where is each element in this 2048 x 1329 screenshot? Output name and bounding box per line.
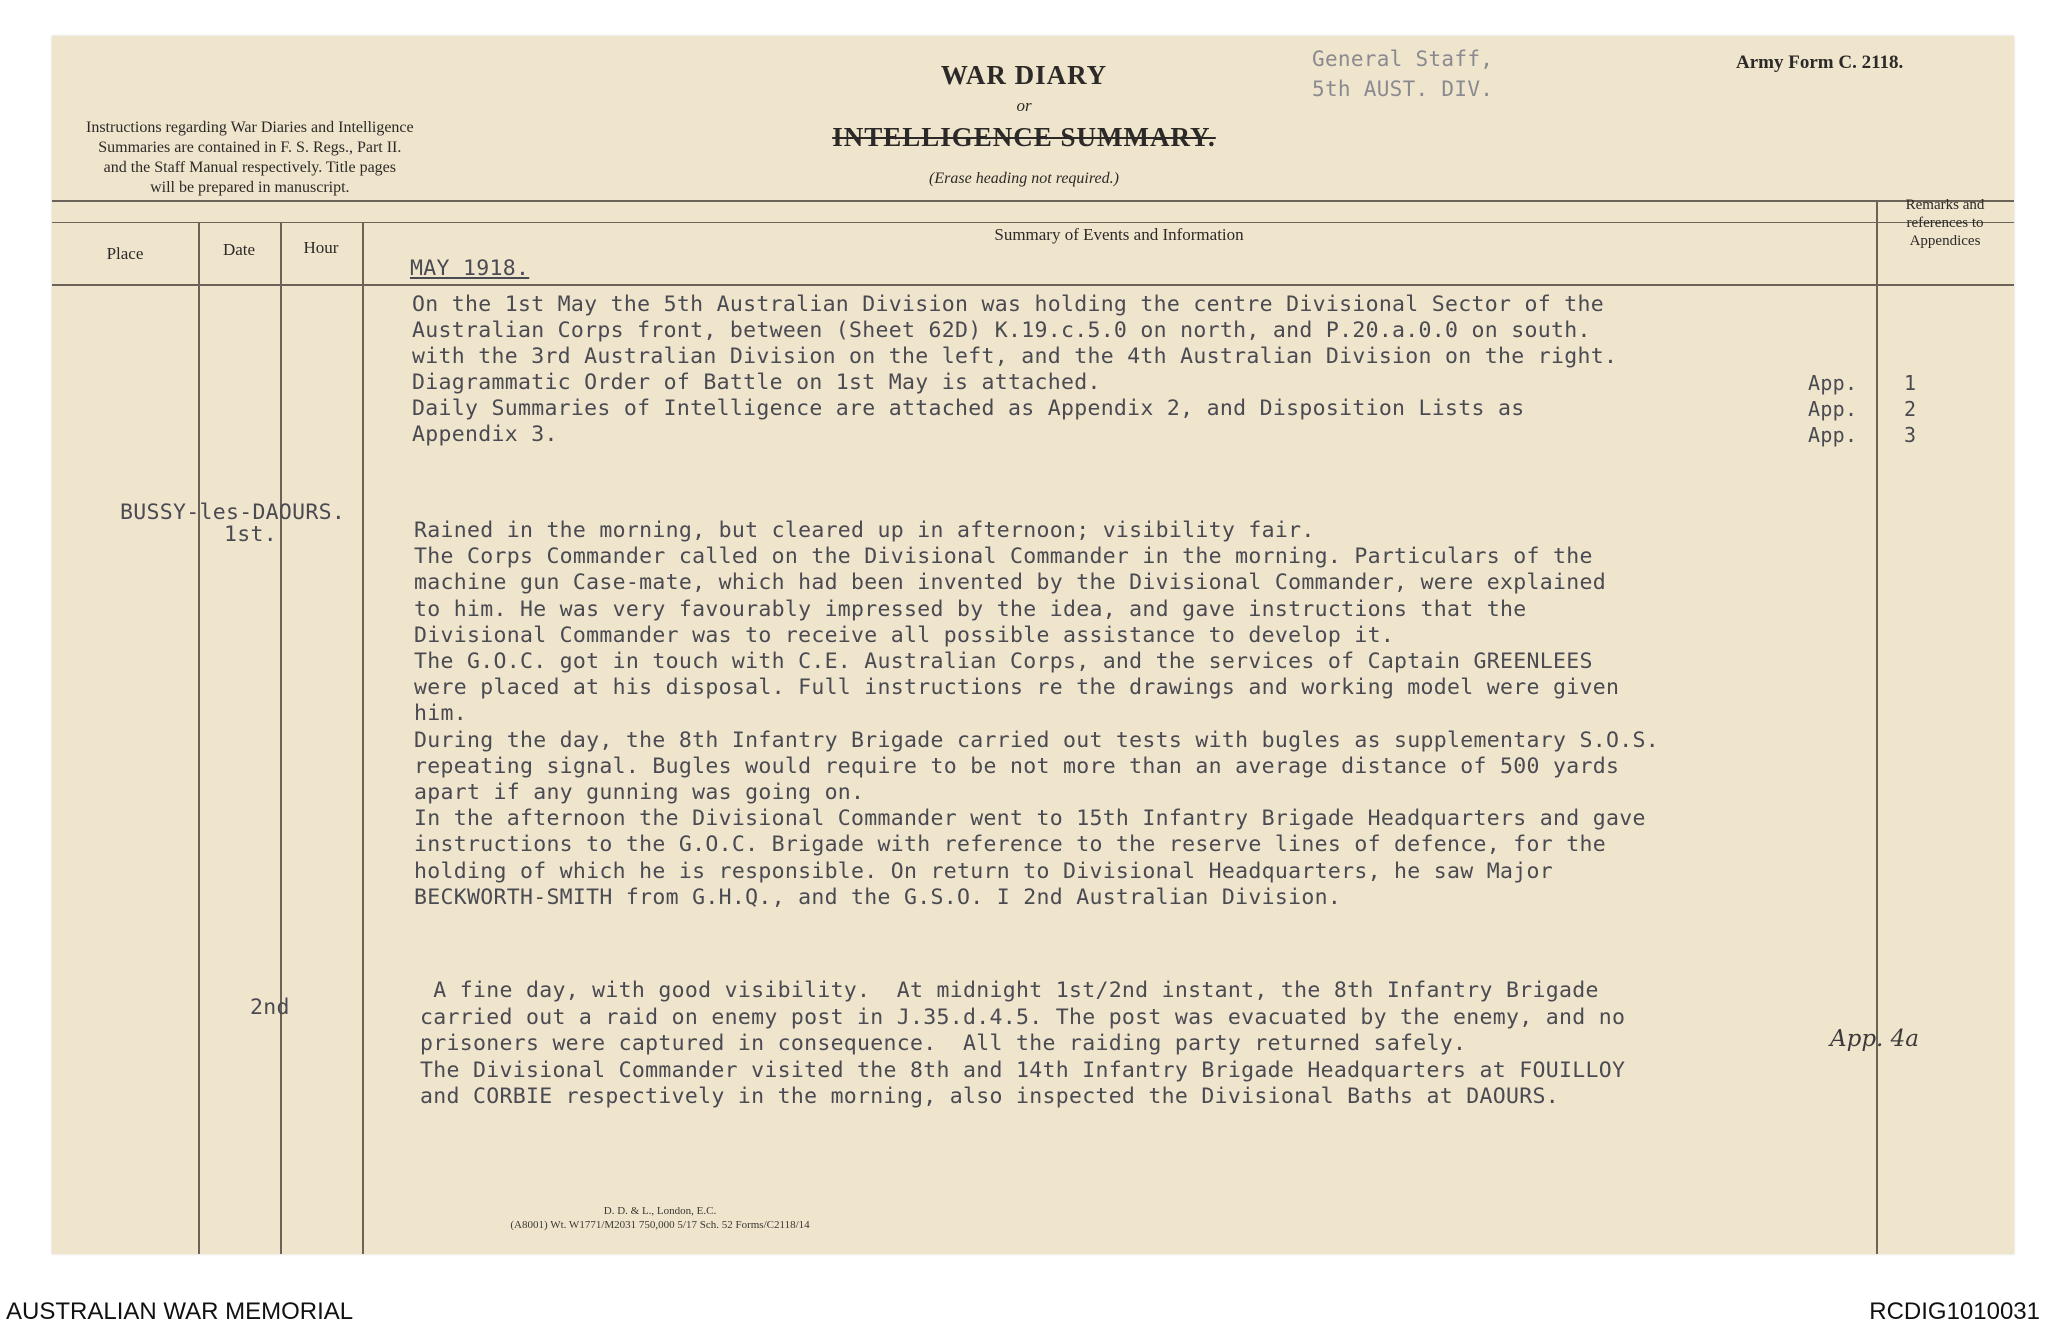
- appendix-label: App.: [1808, 423, 1858, 447]
- day2-entry: [420, 978, 1625, 1111]
- place-entry: BUSSY-les-DAOURS.: [120, 500, 346, 525]
- printer-imprint: [400, 1204, 920, 1232]
- day1-line: machine gun Case-mate, which had been invented by the Divisional Commander, were explained: [414, 570, 1606, 596]
- day1-line: were placed at his disposal. Full instructions re the drawings and working model were given: [414, 675, 1620, 701]
- remarks-line: Appendices: [1909, 233, 1981, 249]
- day2-line: The Divisional Commander visited the 8th and 14th Infantry Brigade Headquarters at FOUILLOY: [420, 1057, 1626, 1083]
- place-date-divider: [198, 222, 200, 1254]
- imprint-line: D. D. & L., London, E.C.: [603, 1205, 717, 1217]
- day1-line: Divisional Commander was to receive all possible assistance to develop it.: [414, 622, 1395, 648]
- day2-line: A fine day, with good visibility. At midnight 1st/2nd instant, the 8th Infantry Brigade: [420, 978, 1599, 1003]
- column-summary: Summary of Events and Information: [994, 225, 1244, 244]
- appendix-number: 2: [1904, 397, 1917, 421]
- instructions-line: will be prepared in manuscript.: [150, 179, 350, 196]
- handwritten-appendix-note: App. 4a: [1830, 1026, 1920, 1052]
- appendix-number: 3: [1904, 423, 1917, 447]
- title-intelligence-summary: INTELLIGENCE SUMMARY.: [832, 122, 1216, 152]
- erase-note: (Erase heading not required.): [929, 170, 1119, 187]
- appendix-number: 1: [1904, 371, 1917, 395]
- column-hour: Hour: [303, 238, 339, 257]
- general-staff-stamp: [1312, 44, 1493, 104]
- day1-line: The Corps Commander called on the Divisional Commander in the morning. Particulars of the: [414, 544, 1593, 570]
- stamp-line: 5th AUST. DIV.: [1312, 77, 1494, 101]
- appendix-numbers: [1904, 370, 1916, 448]
- day1-line: apart if any gunning was going on.: [414, 780, 865, 806]
- instructions-line: and the Staff Manual respectively. Title pages: [103, 159, 397, 176]
- day1-entry: [414, 518, 1659, 911]
- intro-paragraph: [412, 292, 1617, 448]
- army-form-number: Army Form C. 2118.: [1736, 52, 1904, 73]
- day2-line: prisoners were captured in consequence. All the raiding party returned safely.: [420, 1031, 1467, 1056]
- day1-line: to him. He was very favourably impressed by the idea, and gave instructions that the: [414, 596, 1527, 622]
- archive-caption: AUSTRALIAN WAR MEMORIAL: [6, 1298, 354, 1325]
- date-first: 1st.: [224, 522, 277, 547]
- date-second: 2nd: [250, 995, 290, 1020]
- column-head-rule: [52, 284, 2014, 286]
- day2-line: carried out a raid on enemy post in J.35.d.4.5. The post was evacuated by the enemy, and no: [420, 1004, 1626, 1030]
- column-date: Date: [222, 240, 256, 259]
- header-rule-second: [52, 222, 2014, 223]
- appendix-label: App.: [1808, 397, 1858, 421]
- intro-line: Australian Corps front, between (Sheet 62D) K.19.c.5.0 on north, and P.20.a.0.0 on south.: [412, 318, 1591, 343]
- instructions-line: Instructions regarding War Diaries and Intelligence: [86, 119, 414, 136]
- intro-line: On the 1st May the 5th Australian Division was holding the centre Divisional Sector of the: [412, 292, 1604, 317]
- day1-line: repeating signal. Bugles would require to be not more than an average distance of 500 yards: [414, 753, 1620, 779]
- day1-line: During the day, the 8th Infantry Brigade carried out tests with bugles as supplementary S.O.S.: [414, 727, 1659, 753]
- hour-summary-divider: [362, 222, 364, 1254]
- title-war-diary: WAR DIARY: [940, 60, 1108, 90]
- remarks-line: Remarks and: [1905, 197, 1985, 213]
- header-rule-top: [52, 200, 2014, 202]
- day1-line: The G.O.C. got in touch with C.E. Australian Corps, and the services of Captain GREENLEES: [414, 649, 1593, 675]
- title-or: or: [1016, 96, 1032, 115]
- remarks-line: references to: [1906, 215, 1984, 231]
- intro-line: Diagrammatic Order of Battle on 1st May is attached.: [412, 370, 1101, 395]
- day1-line: BECKWORTH-SMITH from G.H.Q., and the G.S.O. I 2nd Australian Division.: [414, 884, 1342, 910]
- archive-reference: RCDIG1010031: [1869, 1298, 2040, 1325]
- day1-line: In the afternoon the Divisional Commander went to 15th Infantry Brigade Headquarters and gave: [414, 806, 1646, 832]
- day1-line: Rained in the morning, but cleared up in afternoon; visibility fair.: [414, 518, 1315, 543]
- day1-line: him.: [414, 701, 467, 727]
- column-remarks: [1876, 196, 2014, 250]
- instructions-line: Summaries are contained in F. S. Regs., Part II.: [98, 139, 402, 156]
- appendix-labels: [1808, 370, 1857, 448]
- column-place: Place: [106, 244, 144, 263]
- day1-line: instructions to the G.O.C. Brigade with reference to the reserve lines of defence, for the: [414, 832, 1606, 858]
- imprint-line: (A8001) Wt. W1771/M2031 750,000 5/17 Sch. 52 Forms/C2118/14: [510, 1219, 810, 1231]
- date-hour-divider: [280, 222, 282, 1254]
- summary-remarks-divider: [1876, 200, 1878, 1254]
- day2-line: and CORBIE respectively in the morning, also inspected the Divisional Baths at DAOURS.: [420, 1084, 1559, 1109]
- appendix-label: App.: [1808, 371, 1858, 395]
- stamp-line: General Staff,: [1312, 47, 1494, 71]
- day1-line: holding of which he is responsible. On return to Divisional Headquarters, he saw Major: [414, 858, 1553, 884]
- intro-line: Daily Summaries of Intelligence are attached as Appendix 2, and Disposition Lists as: [412, 396, 1525, 421]
- month-heading: MAY 1918.: [410, 256, 530, 281]
- intro-line: Appendix 3.: [412, 422, 558, 447]
- intro-line: with the 3rd Australian Division on the left, and the 4th Australian Division on the right.: [412, 344, 1618, 369]
